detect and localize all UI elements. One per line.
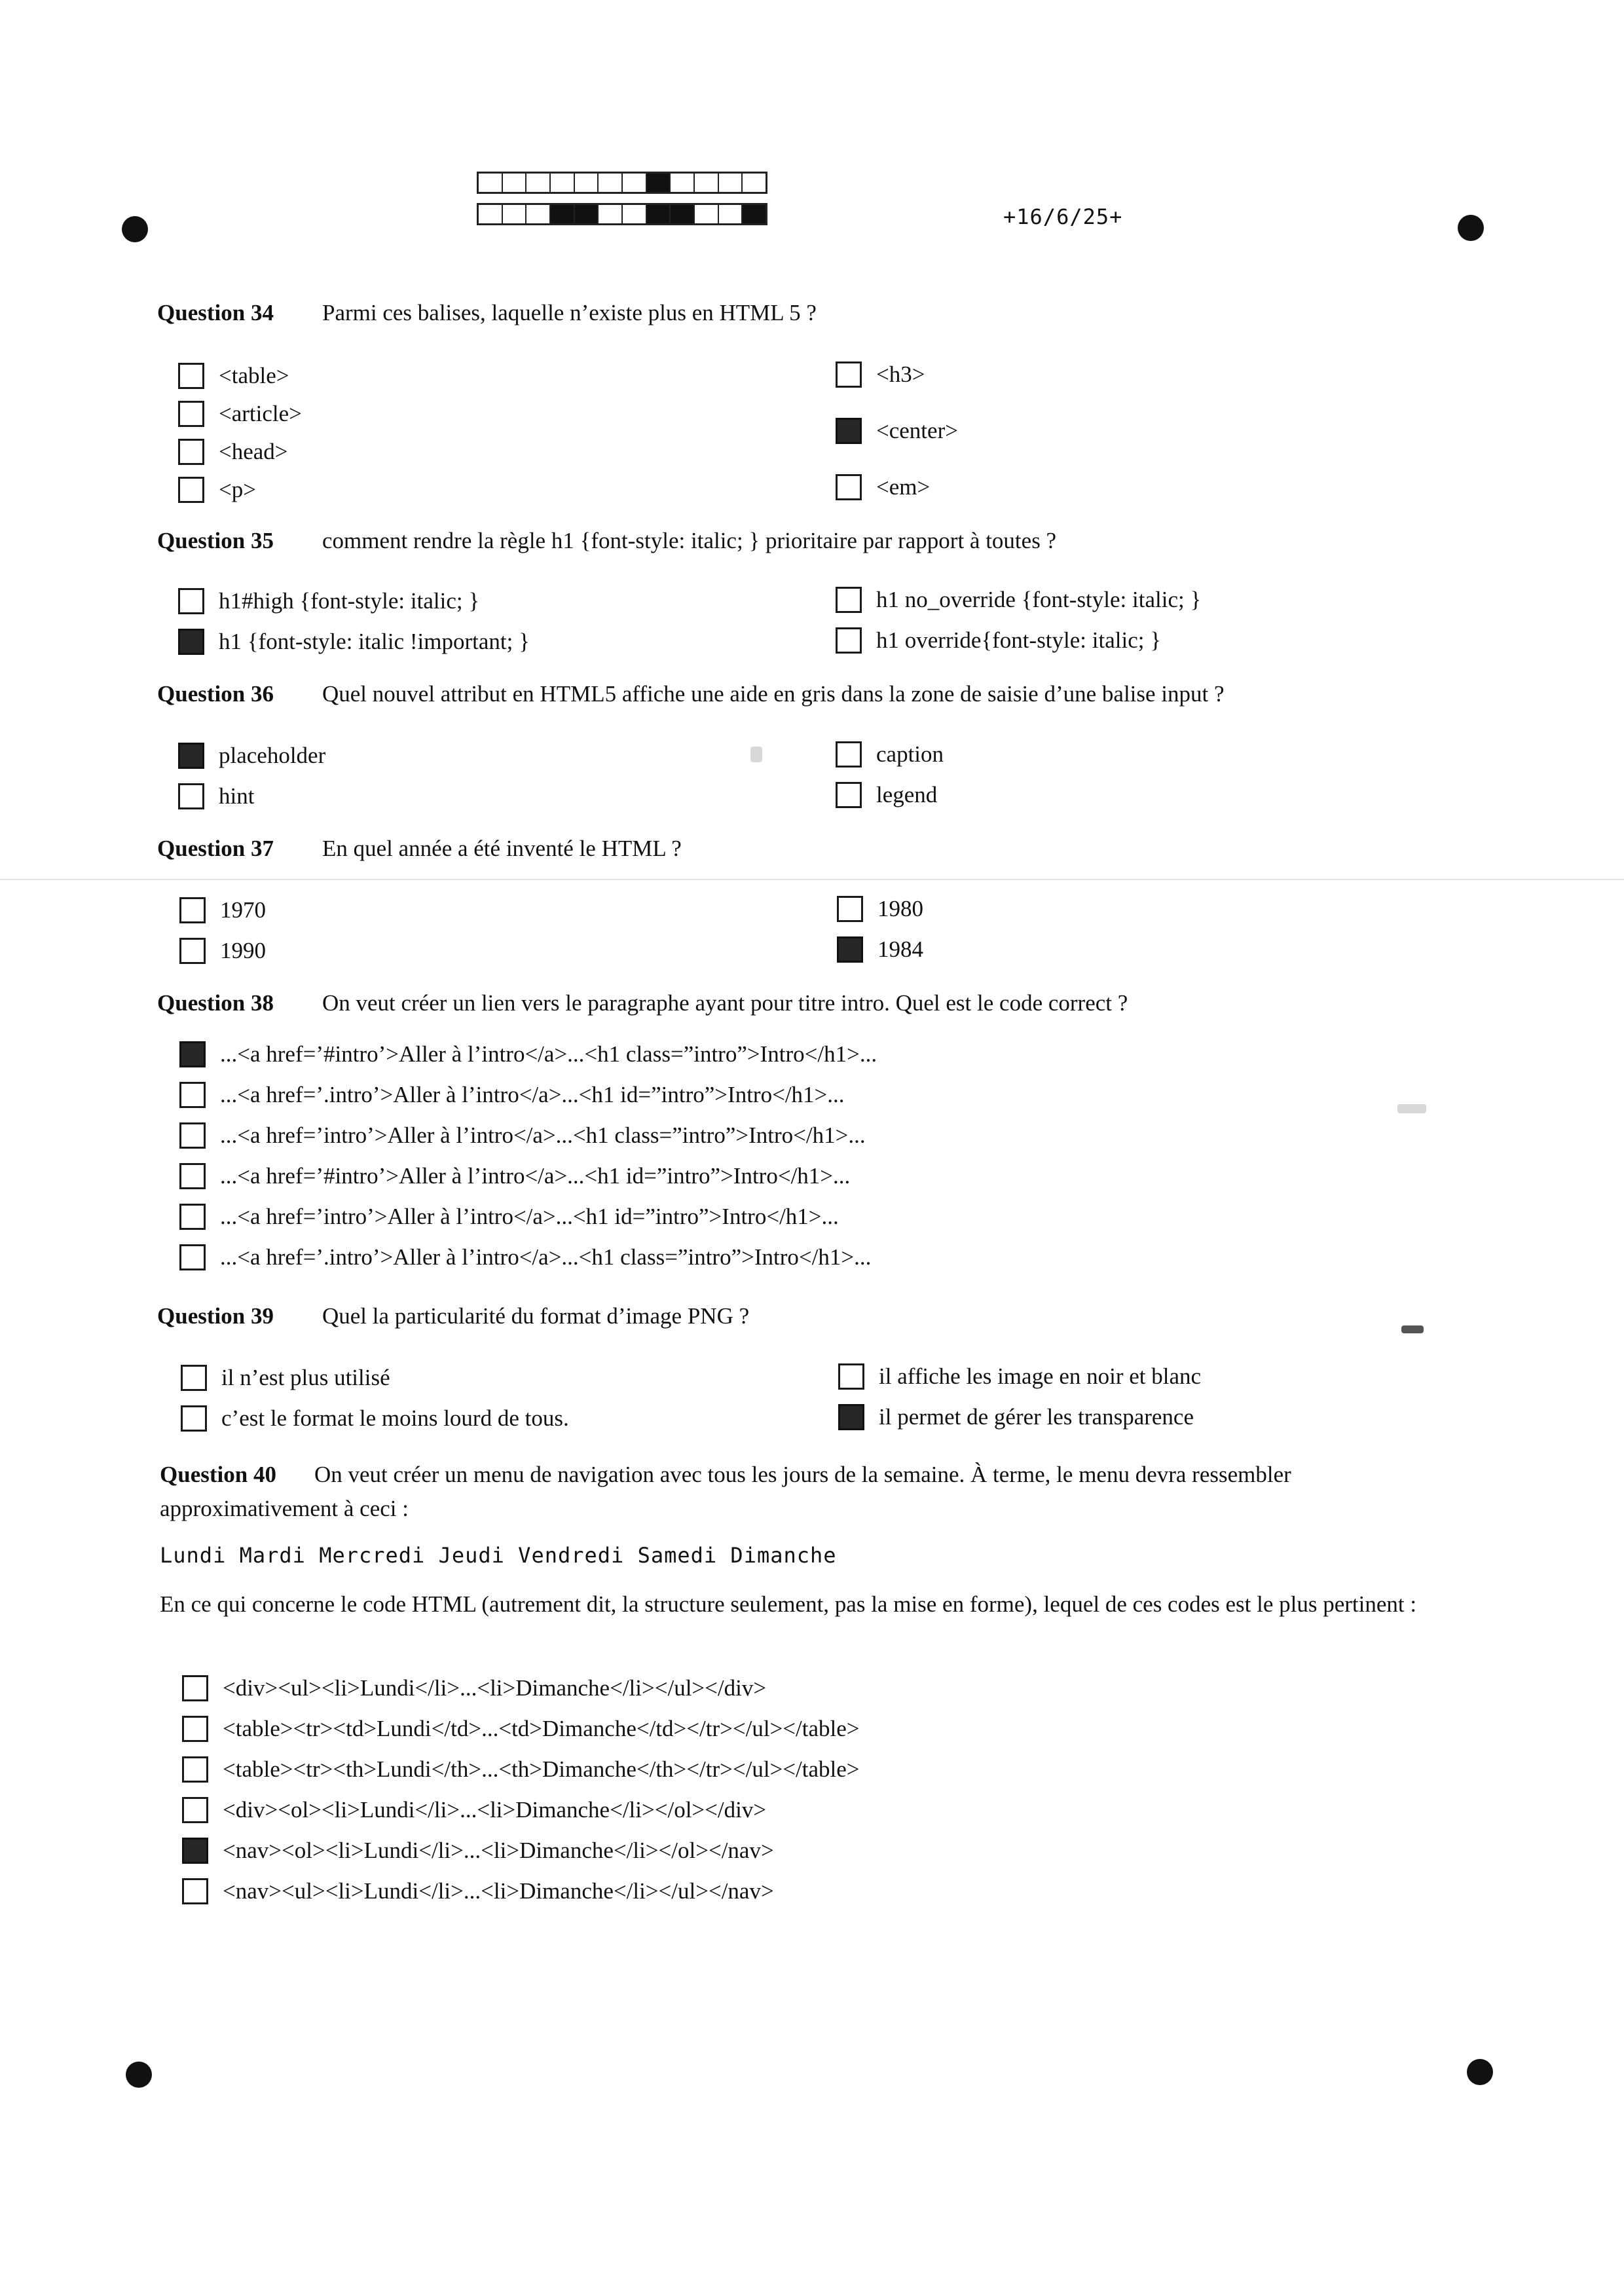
question-text: On veut créer un menu de navigation avec tous les jours de la semaine. À terme, le menu devra ressembler approximativement à ceci :: [160, 1462, 1291, 1521]
option-label: ...<a href=’intro’>Aller à l’intro</a>...<h1 id=”intro”>Intro</h1>...: [220, 1204, 839, 1229]
barcode-cell: [719, 205, 743, 223]
checkbox[interactable]: [836, 474, 862, 500]
question-text: On veut créer un lien vers le paragraphe ayant pour titre intro. Quel est le code correct ?: [322, 990, 1128, 1016]
option-label: <table>: [219, 363, 289, 388]
checkbox[interactable]: [178, 439, 204, 465]
option-label: ...<a href=’.intro’>Aller à l’intro</a>...<h1 id=”intro”>Intro</h1>...: [220, 1082, 845, 1107]
question-text: Parmi ces balises, laquelle n’existe plus en HTML 5 ?: [322, 300, 817, 325]
scan-speck: [1401, 1325, 1424, 1333]
q35-option-3[interactable]: [836, 587, 1201, 613]
option-label: <head>: [219, 439, 288, 464]
option-label: il permet de gérer les transparence: [879, 1404, 1194, 1430]
checkbox[interactable]: [182, 1756, 208, 1783]
menu-example: Lundi Mardi Mercredi Jeudi Vendredi Samedi Dimanche: [160, 1543, 837, 1568]
barcode-cell: [503, 205, 527, 223]
option-label: <p>: [219, 477, 256, 502]
checkbox[interactable]: [836, 741, 862, 768]
barcode-bottom: [477, 203, 767, 225]
q35-option-2[interactable]: [178, 629, 530, 655]
question-39-heading: [157, 1303, 749, 1329]
registration-mark-bottom-right: [1467, 2059, 1493, 2085]
checkbox[interactable]: [178, 477, 204, 503]
barcode-cell: [695, 205, 719, 223]
checkbox[interactable]: [178, 588, 204, 614]
checkbox[interactable]: [179, 1204, 206, 1230]
checkbox[interactable]: [179, 1041, 206, 1067]
question-text: En quel année a été inventé le HTML ?: [322, 836, 682, 861]
option-label: <nav><ol><li>Lundi</li>...<li>Dimanche</li></ol></nav>: [223, 1838, 774, 1863]
question-34-heading: [157, 300, 817, 326]
option-label: h1#high {font-style: italic; }: [219, 588, 480, 614]
q34-option-h3[interactable]: [836, 361, 925, 388]
q37-option-1980[interactable]: [837, 896, 923, 922]
barcode-cell: [575, 174, 599, 192]
question-text: Quel nouvel attribut en HTML5 affiche une aide en gris dans la zone de saisie d’une balise input ?: [322, 681, 1225, 707]
barcode-cell: [743, 174, 766, 192]
q37-option-1990[interactable]: [179, 938, 266, 964]
option-label: <em>: [876, 474, 931, 500]
q40-option-6[interactable]: [182, 1878, 774, 1904]
option-label: ...<a href=’#intro’>Aller à l’intro</a>...<h1 id=”intro”>Intro</h1>...: [220, 1163, 851, 1189]
checkbox[interactable]: [178, 363, 204, 389]
checkbox[interactable]: [182, 1838, 208, 1864]
checkbox[interactable]: [179, 1082, 206, 1108]
q35-option-1[interactable]: [178, 588, 479, 614]
checkbox[interactable]: [836, 418, 862, 444]
barcode-top: [477, 172, 767, 194]
option-label: <nav><ul><li>Lundi</li>...<li>Dimanche</li></ul></nav>: [223, 1878, 774, 1904]
barcode-cell: [599, 205, 623, 223]
option-label: legend: [876, 782, 938, 807]
barcode-cell: [551, 205, 575, 223]
question-text: Quel la particularité du format d’image PNG ?: [322, 1303, 750, 1329]
question-number: Question 40: [160, 1462, 276, 1487]
question-number: Question 35: [157, 528, 274, 553]
registration-mark-top-right: [1458, 215, 1484, 241]
question-40-subtext: En ce qui concerne le code HTML (autrement dit, la structure seulement, pas la mise en forme), lequel de ces codes est le plus pertinent :: [160, 1591, 1417, 1617]
option-label: ...<a href=’#intro’>Aller à l’intro</a>...<h1 class=”intro”>Intro</h1>...: [220, 1041, 877, 1067]
q40-option-2[interactable]: [182, 1716, 860, 1742]
q35-option-4[interactable]: [836, 627, 1161, 654]
scan-speck: [1397, 1104, 1426, 1113]
q36-option-caption[interactable]: [836, 741, 944, 768]
checkbox[interactable]: [178, 629, 204, 655]
checkbox[interactable]: [179, 1163, 206, 1189]
option-label: il n’est plus utilisé: [221, 1365, 390, 1390]
question-text: comment rendre la règle h1 {font-style: italic; } prioritaire par rapport à toutes ?: [322, 528, 1057, 553]
barcode-cell: [671, 205, 695, 223]
barcode-cell: [575, 205, 599, 223]
q39-option-2[interactable]: [181, 1405, 569, 1432]
barcode-cell: [671, 174, 695, 192]
checkbox[interactable]: [836, 627, 862, 654]
barcode-cell: [743, 205, 766, 223]
checkbox[interactable]: [179, 897, 206, 923]
checkbox[interactable]: [182, 1675, 208, 1701]
option-label: <div><ul><li>Lundi</li>...<li>Dimanche</li></ul></div>: [223, 1675, 767, 1701]
checkbox[interactable]: [837, 936, 863, 963]
q37-option-1984[interactable]: [837, 936, 923, 963]
barcode-cell: [647, 174, 671, 192]
scan-speck: [750, 747, 762, 762]
option-label: 1990: [220, 938, 266, 963]
barcode-cell: [526, 174, 551, 192]
option-label: <center>: [876, 418, 958, 443]
barcode-cell: [623, 174, 647, 192]
barcode-cell: [599, 174, 623, 192]
option-label: h1 override{font-style: italic; }: [876, 627, 1162, 653]
q39-option-3[interactable]: [838, 1363, 1201, 1390]
checkbox[interactable]: [836, 587, 862, 613]
q34-option-center[interactable]: [836, 418, 958, 444]
barcode-cell: [526, 205, 551, 223]
option-label: hint: [219, 783, 255, 809]
question-number: Question 39: [157, 1303, 274, 1329]
question-35-heading: [157, 528, 1056, 554]
question-number: Question 36: [157, 681, 274, 707]
option-label: <table><tr><td>Lundi</td>...<td>Dimanche</td></tr></ul></table>: [223, 1716, 860, 1741]
question-37-heading: [157, 836, 682, 862]
option-label: 1980: [877, 896, 923, 921]
option-label: h1 {font-style: italic !important; }: [219, 629, 530, 654]
question-number: Question 38: [157, 990, 274, 1016]
checkbox[interactable]: [182, 1797, 208, 1823]
barcode-cell: [503, 174, 527, 192]
question-number: Question 34: [157, 300, 274, 325]
barcode-cell: [479, 205, 503, 223]
q40-option-3[interactable]: [182, 1756, 860, 1783]
q36-option-legend[interactable]: [836, 782, 937, 808]
barcode-cell: [623, 205, 647, 223]
option-label: <h3>: [876, 361, 925, 387]
registration-mark-bottom-left: [126, 2062, 152, 2088]
q40-option-4[interactable]: [182, 1797, 766, 1823]
question-number: Question 37: [157, 836, 274, 861]
page-id: +16/6/25+: [1003, 204, 1123, 229]
checkbox[interactable]: [181, 1365, 207, 1391]
q38-option-6[interactable]: [179, 1244, 871, 1270]
q34-option-head[interactable]: [178, 439, 288, 465]
checkbox[interactable]: [837, 896, 863, 922]
q37-option-1970[interactable]: [179, 897, 266, 923]
checkbox[interactable]: [178, 743, 204, 769]
checkbox[interactable]: [836, 782, 862, 808]
option-label: 1970: [220, 897, 266, 923]
q40-option-1[interactable]: [182, 1675, 766, 1701]
barcode-cell: [695, 174, 719, 192]
checkbox[interactable]: [178, 783, 204, 809]
option-label: ...<a href=’intro’>Aller à l’intro</a>...<h1 class=”intro”>Intro</h1>...: [220, 1122, 866, 1148]
checkbox[interactable]: [838, 1363, 864, 1390]
q36-option-placeholder[interactable]: [178, 743, 325, 769]
checkbox[interactable]: [182, 1716, 208, 1742]
q38-option-4[interactable]: [179, 1163, 850, 1189]
checkbox[interactable]: [178, 401, 204, 427]
question-40-heading: [160, 1458, 1469, 1526]
question-36-heading: [157, 681, 1225, 707]
barcode-cell: [647, 205, 671, 223]
q34-option-p[interactable]: [178, 477, 256, 503]
registration-mark-top-left: [122, 216, 148, 242]
q40-option-5[interactable]: [182, 1838, 774, 1864]
q39-option-4[interactable]: [838, 1404, 1194, 1430]
scan-line: [0, 879, 1624, 880]
q38-option-3[interactable]: [179, 1122, 866, 1149]
option-label: caption: [876, 741, 944, 767]
barcode-cell: [551, 174, 575, 192]
option-label: 1984: [877, 936, 923, 962]
q34-option-em[interactable]: [836, 474, 930, 500]
option-label: h1 no_override {font-style: italic; }: [876, 587, 1202, 612]
checkbox[interactable]: [182, 1878, 208, 1904]
option-label: c’est le format le moins lourd de tous.: [221, 1405, 569, 1431]
checkbox[interactable]: [838, 1404, 864, 1430]
checkbox[interactable]: [179, 1244, 206, 1270]
option-label: <article>: [219, 401, 302, 426]
q38-option-5[interactable]: [179, 1204, 839, 1230]
option-label: placeholder: [219, 743, 326, 768]
option-label: ...<a href=’.intro’>Aller à l’intro</a>...<h1 class=”intro”>Intro</h1>...: [220, 1244, 872, 1270]
question-38-heading: [157, 990, 1128, 1016]
q39-option-1[interactable]: [181, 1365, 390, 1391]
option-label: <div><ol><li>Lundi</li>...<li>Dimanche</li></ol></div>: [223, 1797, 767, 1823]
q34-option-article[interactable]: [178, 401, 302, 427]
barcode-cell: [479, 174, 503, 192]
option-label: <table><tr><th>Lundi</th>...<th>Dimanche</th></tr></ul></table>: [223, 1756, 860, 1782]
q38-option-2[interactable]: [179, 1082, 845, 1108]
q38-option-1[interactable]: [179, 1041, 877, 1067]
q36-option-hint[interactable]: [178, 783, 254, 809]
checkbox[interactable]: [181, 1405, 207, 1432]
barcode-cell: [719, 174, 743, 192]
checkbox[interactable]: [836, 361, 862, 388]
checkbox[interactable]: [179, 938, 206, 964]
q34-option-table[interactable]: [178, 363, 289, 389]
checkbox[interactable]: [179, 1122, 206, 1149]
option-label: il affiche les image en noir et blanc: [879, 1363, 1202, 1389]
